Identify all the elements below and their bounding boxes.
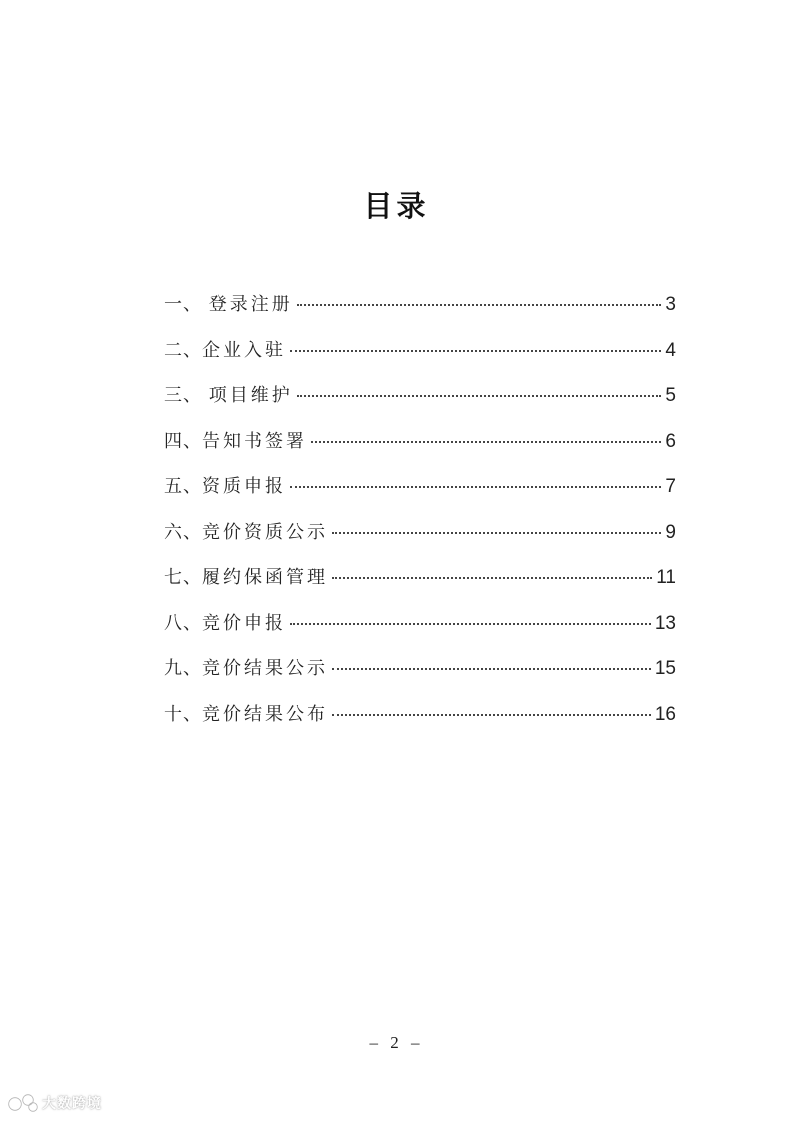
toc-item-page: 6	[665, 430, 676, 452]
toc-leader-dots	[297, 304, 662, 306]
page-number: – 2 –	[369, 1033, 424, 1052]
toc-item-label: 告知书签署	[202, 430, 307, 452]
toc-item-label: 资质申报	[202, 476, 286, 497]
toc-item-page: 4	[665, 339, 676, 361]
toc-leader-dots	[290, 486, 661, 488]
toc-item-label: 履约保函管理	[202, 567, 328, 588]
toc-item-number: 三、	[164, 385, 209, 406]
toc-item-label: 竞价结果公示	[202, 658, 328, 679]
toc-item-label: 竞价结果公布	[202, 703, 328, 725]
toc-leader-dots	[297, 395, 662, 397]
toc-leader-dots	[332, 714, 651, 716]
toc-item-number: 九、	[164, 658, 202, 679]
page-title: 目录	[363, 189, 430, 223]
table-of-contents	[164, 290, 676, 745]
toc-item-number: 六、	[164, 521, 202, 543]
toc-item-page: 7	[665, 476, 676, 497]
toc-item[interactable]	[164, 563, 676, 609]
watermark-text: 大数跨境	[42, 1096, 102, 1112]
toc-item-label: 项目维护	[208, 385, 293, 406]
toc-item[interactable]	[164, 290, 676, 336]
toc-item[interactable]	[164, 381, 676, 427]
watermark-logo-icon	[8, 1093, 38, 1113]
toc-item-page: 11	[656, 567, 676, 588]
toc-item-number: 二、	[164, 339, 202, 361]
toc-item-page: 16	[654, 703, 676, 725]
watermark	[8, 1093, 102, 1113]
toc-item[interactable]	[164, 700, 676, 746]
toc-item-number: 十、	[164, 703, 202, 725]
toc-item-page: 3	[665, 294, 676, 315]
toc-item-number: 八、	[164, 612, 202, 634]
toc-item-number: 四、	[164, 430, 202, 452]
toc-item[interactable]	[164, 427, 676, 473]
toc-item-number: 一、	[164, 294, 209, 315]
toc-item-page: 15	[654, 658, 676, 679]
toc-item-label: 竞价申报	[202, 612, 286, 634]
toc-item[interactable]	[164, 518, 676, 564]
toc-item-page: 5	[665, 385, 676, 406]
toc-item[interactable]	[164, 654, 676, 700]
toc-item-label: 企业入驻	[202, 339, 286, 361]
toc-leader-dots	[332, 577, 652, 579]
toc-leader-dots	[290, 350, 661, 352]
toc-item-label: 登录注册	[208, 294, 293, 315]
toc-item[interactable]	[164, 609, 676, 655]
toc-leader-dots	[290, 623, 651, 625]
toc-leader-dots	[332, 532, 661, 534]
toc-item-label: 竞价资质公示	[202, 521, 328, 543]
toc-item-page: 13	[654, 612, 676, 634]
toc-item[interactable]	[164, 472, 676, 518]
toc-leader-dots	[332, 668, 651, 670]
toc-item-page: 9	[665, 521, 676, 543]
toc-item-number: 五、	[164, 476, 202, 497]
toc-item[interactable]	[164, 336, 676, 382]
toc-item-number: 七、	[164, 567, 202, 588]
toc-leader-dots	[311, 441, 661, 443]
